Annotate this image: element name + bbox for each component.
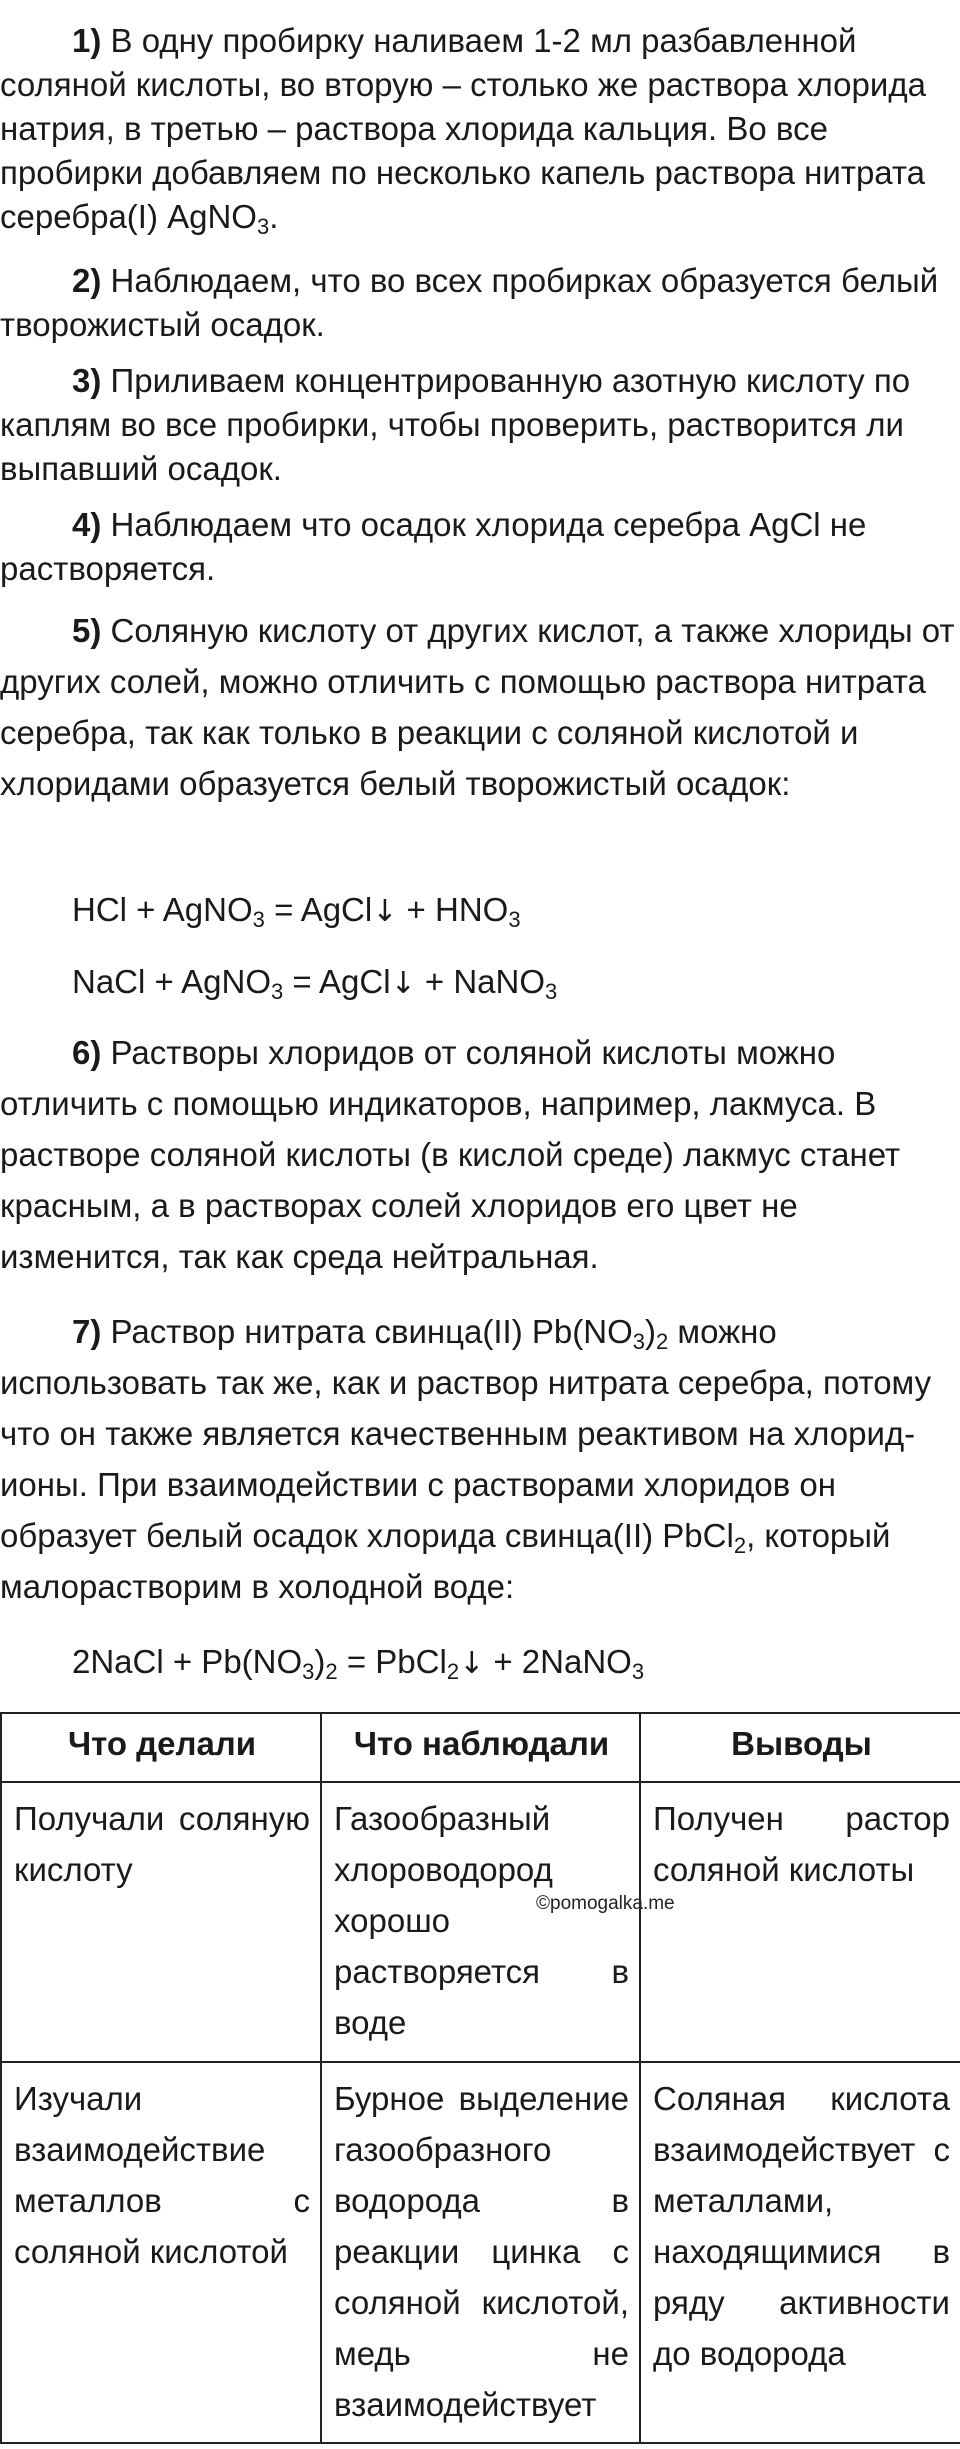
- table-cell: Соляная кислота взаимодействует с металлами, находящимися в ряду активности до водорода: [640, 2062, 960, 2443]
- equation-1: HCl + AgNO$_3$ = AgCl↓ + $HNO_3$: [72, 891, 521, 932]
- watermark: ©pomogalka.me: [536, 1893, 675, 1914]
- step-text: Раствор нитрата свинца(II) Pb(NO: [110, 1313, 633, 1350]
- precipitate-arrow-icon: ↓: [459, 1646, 485, 1681]
- header-conclusions: Выводы: [640, 1713, 960, 1782]
- step-text: Наблюдаем что осадок хлорида серебра AgCl не растворяется.: [0, 506, 867, 587]
- step-4: [0, 503, 958, 591]
- table-row: [1, 1782, 960, 2062]
- step-number: 6): [72, 1034, 102, 1071]
- step-text: Приливаем концентрированную азотную кислоту по каплям во все пробирки, чтобы проверить, растворится ли выпавший осадок.: [0, 362, 911, 487]
- step-number: 3): [72, 362, 102, 399]
- step-text: В одну пробирку наливаем 1-2 мл разбавленной соляной кислоты, во вторую – столько же раствора хлорида натрия, в третью – раствора хлорида кальция. Во все пробирки добавляем по несколько капель раствора нитрата серебра(I) AgNO: [0, 22, 926, 235]
- step-text: Наблюдаем, что во всех пробирках образуется белый творожистый осадок.: [0, 262, 939, 343]
- precipitate-arrow-icon: ↓: [372, 894, 398, 929]
- step-number: 7): [72, 1313, 102, 1350]
- table-cell: Изучали взаимодействие металлов с соляной кислотой: [1, 2062, 321, 2443]
- header-what-observed: Что наблюдали: [321, 1713, 640, 1782]
- table-cell: Бурное выделение газообразного водорода в реакции цинка с соляной кислотой, медь не взаимодействует: [321, 2062, 640, 2443]
- step-number: 5): [72, 612, 102, 649]
- precipitate-arrow-icon: ↓: [390, 966, 416, 1001]
- step-2: [0, 259, 958, 347]
- step-number: 4): [72, 506, 102, 543]
- table-cell: Получали соляную кислоту: [1, 1782, 321, 2062]
- step-7: 7) Раствор нитрата свинца(II) $Pb(NO_3)_2$ можно использовать так же, как и раствор нитрата серебра, потому что он также является качественным реактивом на хлорид-ионы. При взаимодействии с растворами хлоридов он образует белый осадок хлорида свинца(II) PbCl$_2$, который малорастворим в холодной воде:: [0, 1313, 932, 1605]
- step-number: 2): [72, 262, 102, 299]
- results-table: [0, 1712, 960, 2444]
- step-5: [0, 605, 958, 809]
- header-what-done: Что делали: [1, 1713, 321, 1782]
- table-cell: Получен растор соляной кислоты: [640, 1782, 960, 2062]
- equation-2: NaCl + AgNO$_3$ = AgCl↓ + NaNO$_3$: [72, 963, 558, 1004]
- equation-3: 2NaCl + $Pb(NO_3)_2$ = PbCl$_2$↓ + 2NaNO$_3$: [72, 1643, 645, 1684]
- step-number: 1): [72, 22, 102, 59]
- step-text: Растворы хлоридов от соляной кислоты можно отличить с помощью индикаторов, например, лакмуса. В растворе соляной кислоты (в кислой среде) лакмус станет красным, а в растворах солей хлоридов его цвет не изменится, так как среда нейтральная.: [0, 1034, 901, 1275]
- step-1: 1) В одну пробирку наливаем 1-2 мл разбавленной соляной кислоты, во вторую – столько же раствора хлорида натрия, в третью – раствора хлорида кальция. Во все пробирки добавляем по несколько капель раствора нитрата серебра(I) AgNO$_3$.: [0, 22, 926, 239]
- step-6: [0, 1027, 958, 1282]
- table-cell: Газообразный хлороводород хорошо растворяется в воде: [321, 1782, 640, 2062]
- table-row: [1, 2062, 960, 2443]
- table-header-row: [1, 1713, 960, 1782]
- step-3: [0, 359, 958, 491]
- step-text: Соляную кислоту от других кислот, а также хлориды от других солей, можно отличить с помощью раствора нитрата серебра, так как только в реакции с соляной кислотой и хлоридами образуется белый творожистый осадок:: [0, 612, 955, 802]
